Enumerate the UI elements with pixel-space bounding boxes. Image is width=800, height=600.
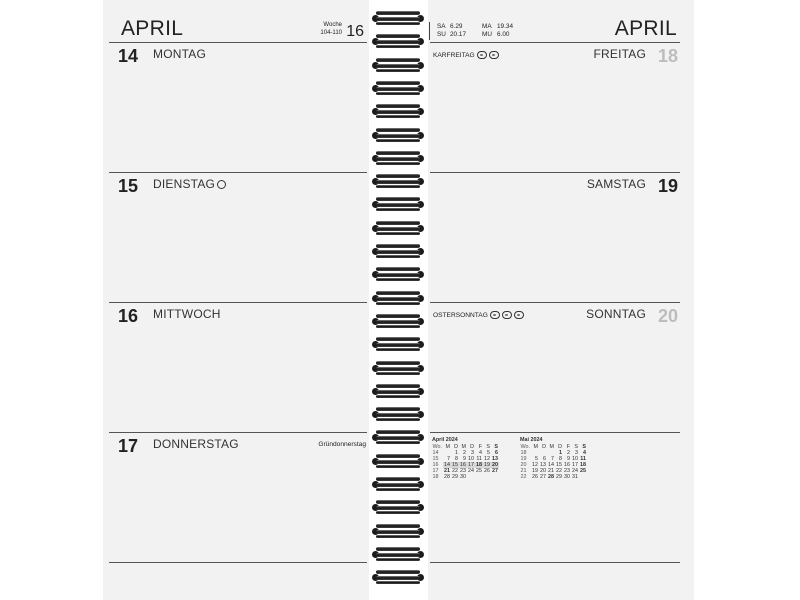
minical-day-cell: 13	[540, 462, 546, 468]
minical-day-cell: 7	[447, 456, 450, 462]
day-name: DIENSTAG	[153, 177, 216, 191]
holiday-note	[433, 51, 499, 59]
spiral-coil	[372, 81, 424, 95]
minical-may	[520, 437, 587, 480]
minical-day-cell	[579, 474, 587, 480]
day-name: SAMSTAG	[586, 177, 646, 191]
sunrise-value: 6.29	[450, 23, 463, 30]
holiday-icon	[502, 311, 512, 319]
week-label	[320, 22, 342, 37]
minical-week-number: 21	[520, 468, 527, 474]
minical-header-cell: M	[461, 444, 466, 450]
header-rule	[109, 42, 367, 43]
moonset-label: MU	[482, 31, 492, 38]
day-number: 18	[657, 46, 678, 66]
month-title-right: APRIL	[614, 17, 677, 40]
minical-day-cell: 10	[468, 456, 474, 462]
sun-moon-row	[437, 31, 521, 39]
minical-day-cell: 28	[444, 474, 450, 480]
day-divider	[430, 562, 680, 563]
minical-day-cell: 16	[564, 462, 570, 468]
spiral-coil	[372, 384, 424, 398]
spiral-coil	[372, 524, 424, 538]
spiral-coil	[372, 500, 424, 514]
minical-day-cell: 18	[476, 462, 482, 468]
minical-day-cell: 11	[580, 456, 586, 462]
minical-day-cell: 27	[492, 468, 498, 474]
sunset-label: SU	[437, 31, 446, 38]
minical-day-cell: 14	[548, 462, 554, 468]
minical-day-cell: 22	[452, 468, 458, 474]
left-page	[103, 0, 369, 600]
minical-day-cell: 6	[495, 450, 498, 456]
holiday-text: OSTERSONNTAG	[433, 311, 488, 319]
header-divider	[429, 22, 430, 40]
minical-day-cell	[475, 474, 483, 480]
holiday-icon	[489, 51, 499, 59]
minical-week-row	[432, 474, 499, 480]
day-name: SONNTAG	[586, 307, 646, 321]
spiral-coil	[372, 337, 424, 351]
full-moon-icon	[217, 180, 226, 189]
day-divider	[430, 432, 680, 433]
minical-day-cell: 16	[460, 462, 466, 468]
minical-week-number: 22	[520, 474, 527, 480]
minical-header-cell: D	[542, 444, 546, 450]
minical-header-cell: S	[494, 444, 498, 450]
moonset-value: 6.00	[497, 31, 510, 38]
minical-day-cell: 26	[484, 468, 490, 474]
minical-day-cell: 17	[572, 462, 578, 468]
spiral-coil	[372, 151, 424, 165]
spiral-coil	[372, 291, 424, 305]
day-number: 19	[657, 176, 678, 196]
holiday-text: KARFREITAG	[433, 51, 475, 59]
day-number: 16	[118, 306, 139, 326]
minical-header-cell: F	[566, 444, 570, 450]
minical-day-cell: 9	[463, 456, 466, 462]
minical-day-cell: 22	[556, 468, 562, 474]
minical-day-cell: 3	[575, 450, 578, 456]
day-number: 20	[657, 306, 678, 326]
day-number: 14	[118, 46, 139, 66]
day-divider	[109, 432, 367, 433]
minical-header-cell: F	[478, 444, 482, 450]
minical-week-number: 18	[520, 450, 527, 456]
sun-moon-row	[437, 23, 521, 31]
minical-header-cell: M	[533, 444, 538, 450]
minical-day-cell: 2	[567, 450, 570, 456]
week-number: 16	[346, 23, 364, 40]
spiral-coil	[372, 58, 424, 72]
school-icon	[490, 311, 500, 319]
day-name: MONTAG	[153, 47, 206, 61]
minical-day-cell: 15	[556, 462, 562, 468]
spiral-coil	[372, 570, 424, 584]
minical-day-cell: 25	[580, 468, 586, 474]
spiral-coil	[372, 267, 424, 281]
day-number: 17	[118, 436, 139, 456]
day-divider	[109, 562, 367, 563]
minical-day-cell: 12	[484, 456, 490, 462]
minical-april	[432, 437, 499, 480]
minical-table	[432, 444, 499, 480]
spiral-coil	[372, 361, 424, 375]
minical-day-cell: 30	[460, 474, 466, 480]
minical-day-cell: 8	[559, 456, 562, 462]
spiral-coil	[372, 174, 424, 188]
minical-header-cell: S	[582, 444, 586, 450]
minical-day-cell: 12	[532, 462, 538, 468]
spiral-coil	[372, 104, 424, 118]
spiral-coil	[372, 244, 424, 258]
minical-header-cell: D	[454, 444, 458, 450]
minical-day-cell: 17	[468, 462, 474, 468]
minical-day-cell: 13	[492, 456, 498, 462]
minical-table	[520, 444, 587, 480]
minical-day-cell: 21	[444, 468, 450, 474]
minical-header-cell: D	[558, 444, 562, 450]
minical-day-cell: 24	[572, 468, 578, 474]
minical-header-cell: M	[549, 444, 554, 450]
minical-day-cell: 5	[535, 456, 538, 462]
holiday-note	[433, 311, 524, 319]
day-divider	[109, 302, 367, 303]
minical-week-number: 16	[432, 462, 439, 468]
week-box	[321, 22, 367, 42]
month-title-left: APRIL	[121, 17, 184, 40]
holiday-note: Gründonnerstag	[318, 441, 366, 448]
minical-day-cell: 26	[532, 474, 538, 480]
minical-day-cell: 19	[484, 462, 490, 468]
spiral-coil	[372, 314, 424, 328]
header-rule	[430, 42, 680, 43]
minical-day-cell: 19	[532, 468, 538, 474]
minical-week-number: 14	[432, 450, 439, 456]
minical-day-cell: 31	[572, 474, 578, 480]
minical-day-cell: 28	[548, 474, 554, 480]
minical-day-cell: 29	[556, 474, 562, 480]
week-label-line1: Woche	[323, 22, 342, 28]
minical-day-cell: 4	[479, 450, 482, 456]
minical-day-cell: 6	[543, 456, 546, 462]
minical-day-cell: 20	[492, 462, 498, 468]
minical-day-cell: 24	[468, 468, 474, 474]
minical-day-cell: 8	[455, 456, 458, 462]
spiral-coil	[372, 34, 424, 48]
day-divider	[430, 302, 680, 303]
day-name: MITTWOCH	[153, 307, 221, 321]
minical-header-cell: Wo.	[432, 444, 442, 450]
spiral-coil	[372, 11, 424, 25]
day-number: 15	[118, 176, 139, 196]
minical-header-cell: D	[470, 444, 474, 450]
day-name: DONNERSTAG	[153, 437, 239, 451]
minical-week-number: 20	[520, 462, 527, 468]
minical-day-cell: 23	[564, 468, 570, 474]
sunset-value: 20.17	[450, 31, 466, 38]
minical-day-cell: 20	[540, 468, 546, 474]
minical-day-cell: 4	[583, 450, 586, 456]
spiral-coil	[372, 197, 424, 211]
school-icon	[477, 51, 487, 59]
moonrise-value: 19.34	[497, 23, 513, 30]
minical-day-cell: 14	[444, 462, 450, 468]
minical-day-cell: 23	[460, 468, 466, 474]
spiral-coil	[372, 407, 424, 421]
minical-day-cell: 18	[580, 462, 586, 468]
day-divider	[430, 172, 680, 173]
spiral-coil	[372, 454, 424, 468]
minical-day-cell	[467, 474, 475, 480]
right-page	[428, 0, 694, 600]
spiral-coil	[372, 430, 424, 444]
minical-day-cell: 11	[476, 456, 482, 462]
minical-week-number: 15	[432, 456, 439, 462]
minical-week-row	[520, 474, 587, 480]
spiral-coil	[372, 128, 424, 142]
minical-day-cell: 27	[540, 474, 546, 480]
spiral-coil	[372, 221, 424, 235]
minical-header-cell: M	[445, 444, 450, 450]
day-divider	[109, 172, 367, 173]
minical-day-cell: 21	[548, 468, 554, 474]
minical-week-number: 17	[432, 468, 439, 474]
minical-header-cell: S	[574, 444, 578, 450]
minical-week-number: 18	[432, 474, 439, 480]
day-name: FREITAG	[593, 47, 646, 61]
sun-moon-times	[437, 23, 521, 39]
minical-title: Mai 2024	[520, 437, 543, 443]
minical-day-cell: 15	[452, 462, 458, 468]
minical-day-cell	[491, 474, 499, 480]
minical-header-cell: Wo.	[520, 444, 530, 450]
minical-day-cell: 9	[567, 456, 570, 462]
spiral-binding	[369, 0, 428, 600]
minical-day-cell: 2	[463, 450, 466, 456]
minical-day-cell: 5	[487, 450, 490, 456]
spiral-coil	[372, 477, 424, 491]
spiral-coil	[372, 547, 424, 561]
minical-day-cell: 3	[471, 450, 474, 456]
minical-day-cell: 7	[551, 456, 554, 462]
minical-week-number: 19	[520, 456, 527, 462]
sunrise-label: SA	[437, 23, 446, 30]
moonrise-label: MA	[482, 23, 492, 30]
holiday-icon-2	[514, 311, 524, 319]
minical-day-cell: 1	[559, 450, 562, 456]
minical-header-cell: S	[486, 444, 490, 450]
minical-day-cell: 25	[476, 468, 482, 474]
minical-day-cell: 10	[572, 456, 578, 462]
week-label-line2: 104-110	[320, 29, 342, 36]
minical-day-cell	[483, 474, 491, 480]
minical-day-cell: 29	[452, 474, 458, 480]
minical-title: April 2024	[432, 437, 458, 443]
minical-day-cell: 1	[455, 450, 458, 456]
minical-day-cell: 30	[564, 474, 570, 480]
